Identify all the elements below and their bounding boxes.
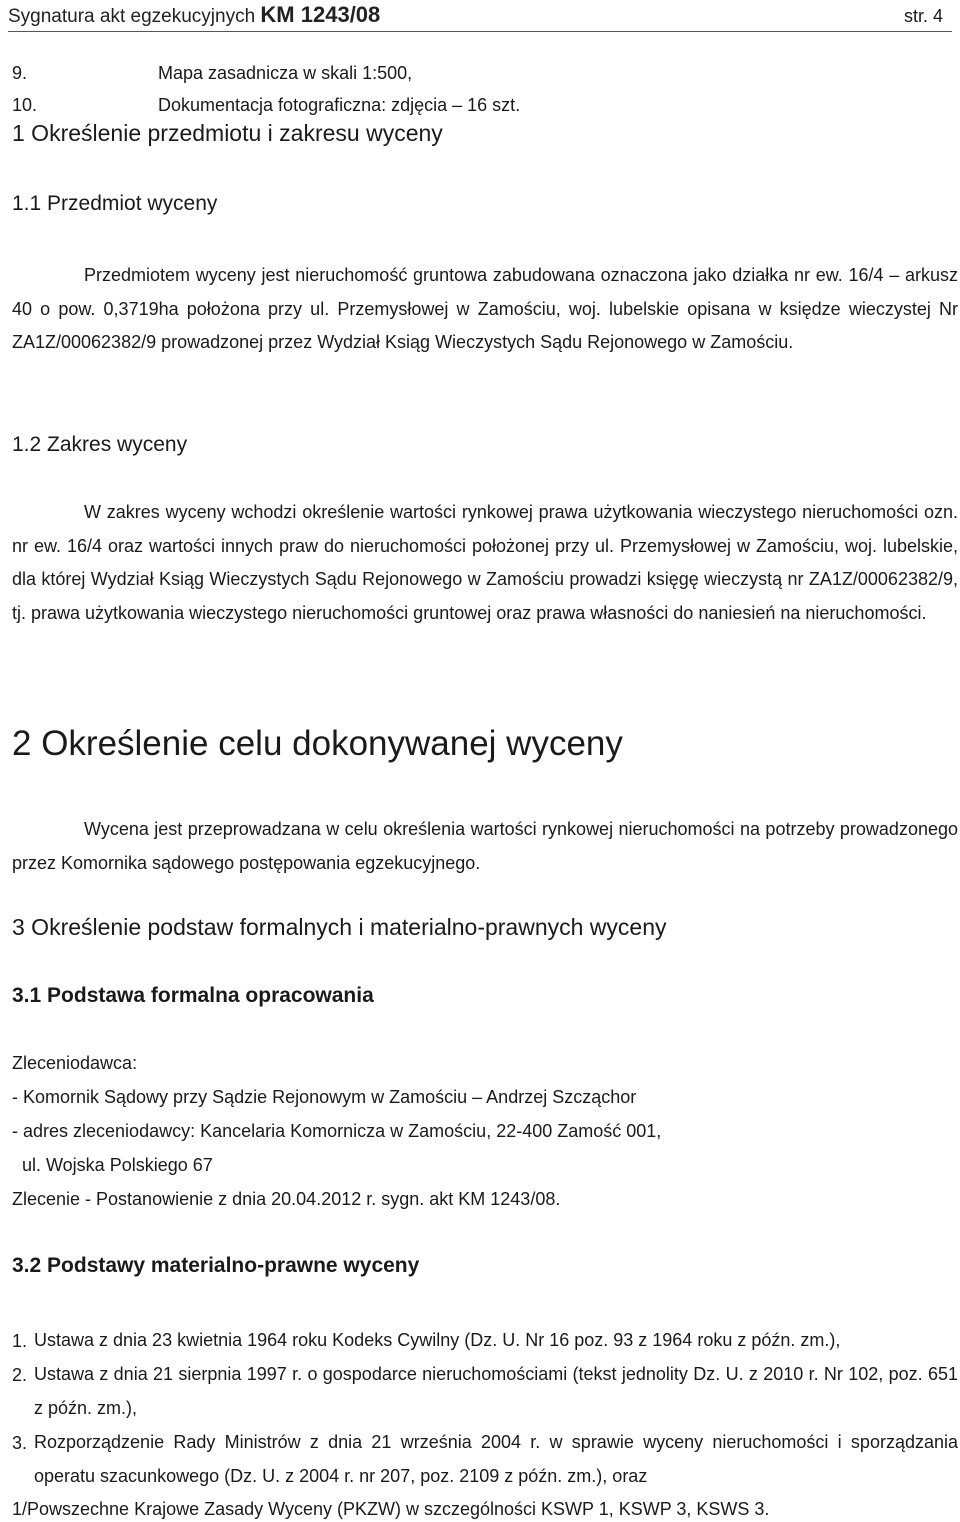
header-divider [8, 31, 952, 32]
zleceniodawca-line: - Komornik Sądowy przy Sądzie Rejonowym w Zamościu – Andrzej Szcząchor [12, 1087, 637, 1107]
list-item-text: Mapa zasadnicza w skali 1:500, [158, 63, 413, 83]
section-1-2-text: W zakres wyceny wchodzi określenie wartości rynkowej prawa użytkowania wieczystego nieruchomości ozn. nr ew. 16/4 oraz wartości innych praw do nieruchomości położonej przy ul. Przemysłowej w Zamościu, woj. lubelskie, dla której Wydział Ksiąg Wieczystych Sądu Rejonowego w Zamościu prowadzi księgę wieczystą nr ZA1Z/00062382/9, tj. prawa użytkowania wieczystego nieruchomości gruntowej oraz prawa własności do naniesień na nieruchomości. [12, 502, 958, 623]
section-1-1-heading: 1.1 Przedmiot wyceny [12, 192, 218, 215]
header-prefix: Sygnatura akt egzekucyjnych [8, 6, 261, 27]
section-2-text: Wycena jest przeprowadzana w celu określenia wartości rynkowej nieruchomości na potrzeby prowadzonego przez Komornika sądowego postępowania egzekucyjnego. [12, 819, 958, 873]
section-2-heading: 2 Określenie celu dokonywanej wyceny [12, 724, 623, 763]
standards-line: 1/Powszechne Krajowe Zasady Wyceny (PKZW) w szczególności KSWP 1, KSWP 3, KSWS 3. [12, 1499, 770, 1519]
section-1-heading: 1 Określenie przedmiotu i zakresu wyceny [12, 120, 443, 146]
list-item-num: 10. [12, 95, 38, 115]
zleceniodawca-line: - adres zleceniodawcy: Kancelaria Komornicza w Zamościu, 22-400 Zamość 001, [12, 1121, 662, 1141]
list-item-text: Ustawa z dnia 21 sierpnia 1997 r. o gospodarce nieruchomościami (tekst jednolity Dz. U. z 2010 r. Nr 102, poz. 651 z późn. zm.), [34, 1364, 958, 1418]
list-item-num: 9. [12, 63, 28, 83]
zleceniodawca-line: ul. Wojska Polskiego 67 [22, 1155, 213, 1175]
zleceniodawca-label: Zleceniodawca: [12, 1053, 138, 1073]
list-item-num: 3. [12, 1433, 28, 1453]
zlecenie-line: Zlecenie - Postanowienie z dnia 20.04.2012 r. sygn. akt KM 1243/08. [12, 1189, 561, 1209]
list-item-text: Rozporządzenie Rady Ministrów z dnia 21 września 2004 r. w sprawie wyceny nieruchomości i sporządzania operatu szacunkowego (Dz. U. z 2004 r. nr 207, poz. 2109 z późn. zm.), oraz [34, 1432, 958, 1486]
header-signature: KM 1243/08 [260, 2, 381, 27]
list-item-num: 1. [12, 1331, 28, 1351]
section-1-1-text: Przedmiotem wyceny jest nieruchomość gruntowa zabudowana oznaczona jako działka nr ew. 16/4 – arkusz 40 o pow. 0,3719ha położona przy ul. Przemysłowej w Zamościu, woj. lubelskie opisana w księdze wieczystej Nr ZA1Z/00062382/9 prowadzonej przez Wydział Ksiąg Wieczystych Sądu Rejonowego w Zamościu. [12, 265, 958, 352]
page-header [8, 2, 380, 28]
list-item-num: 2. [12, 1365, 28, 1385]
list-item-text: Ustawa z dnia 23 kwietnia 1964 roku Kodeks Cywilny (Dz. U. Nr 16 poz. 93 z 1964 roku z późn. zm.), [34, 1330, 841, 1350]
section-1-2-heading: 1.2 Zakres wyceny [12, 433, 188, 456]
list-item-text: Dokumentacja fotograficzna: zdjęcia – 16 szt. [158, 95, 521, 115]
section-3-heading: 3 Określenie podstaw formalnych i materialno-prawnych wyceny [12, 914, 667, 940]
section-3-1-heading: 3.1 Podstawa formalna opracowania [12, 984, 374, 1007]
page-number: str. 4 [904, 6, 944, 26]
section-3-2-heading: 3.2 Podstawy materialno-prawne wyceny [12, 1254, 420, 1277]
